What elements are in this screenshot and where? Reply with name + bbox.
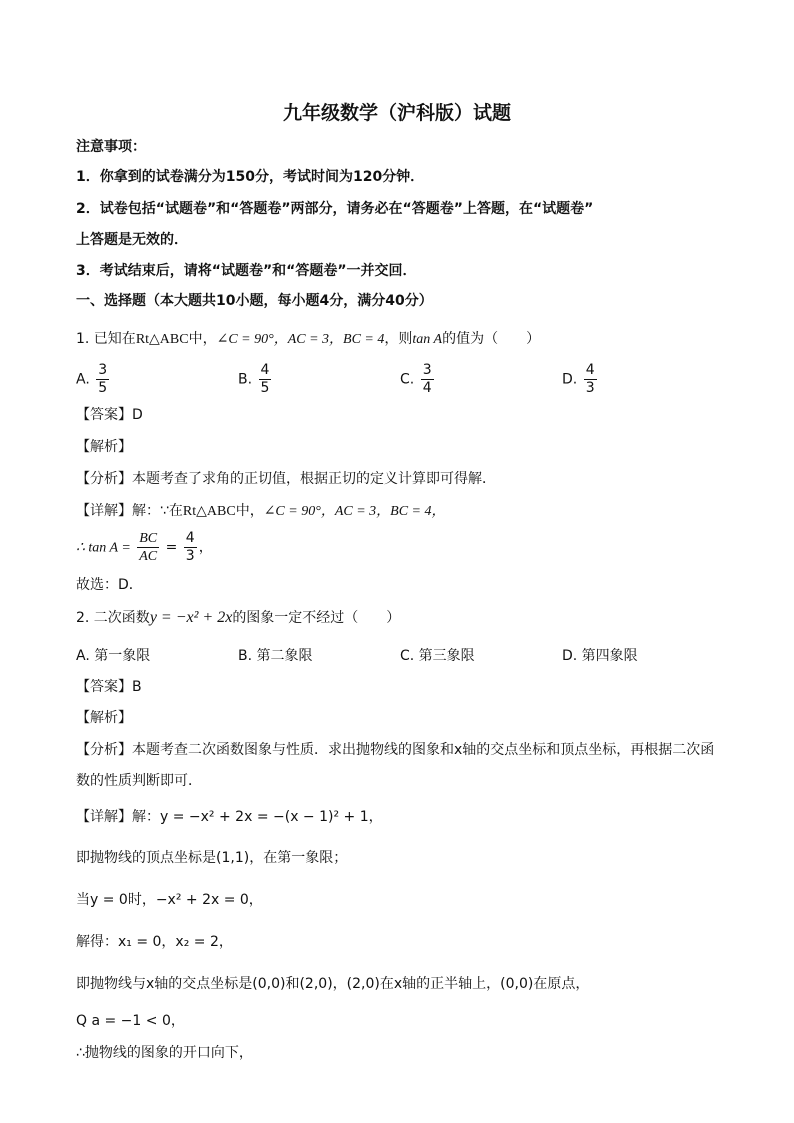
notice-item-2a: 2．试卷包括“试题卷”和“答题卷”两部分，请务必在“答题卷”上答题，在“试题卷”	[76, 201, 594, 217]
fraction	[96, 362, 109, 397]
numerator: 3	[422, 362, 432, 378]
fraction	[421, 362, 434, 397]
denominator: AC	[139, 549, 158, 564]
question-2	[76, 609, 400, 627]
denominator: 4	[422, 380, 432, 396]
q1-option-d	[562, 362, 599, 397]
q2-option-c: C. 第三象限	[400, 648, 475, 664]
question-1	[76, 330, 540, 349]
page-title: 九年级数学（沪科版）试题	[282, 102, 511, 124]
fraction	[184, 530, 197, 565]
q2-step-3: 解得：x₁ = 0，x₂ = 2，	[76, 934, 233, 950]
equals: =	[165, 539, 178, 556]
q1-calculation	[76, 530, 213, 566]
denominator: 5	[260, 380, 270, 396]
calc-prefix: ∴ tan A =	[76, 540, 131, 556]
q2-step-1: 即抛物线的顶点坐标是(1,1)，在第一象限；	[76, 850, 348, 866]
fraction	[137, 530, 159, 565]
q1-tan: tan A	[412, 332, 443, 347]
option-label: C.	[400, 371, 415, 388]
numerator: 3	[98, 362, 108, 378]
q2-option-d: D. 第四象限	[562, 648, 638, 664]
numerator: 4	[185, 530, 195, 546]
q2-step-2: 当y = 0时，−x² + 2x = 0，	[76, 892, 263, 908]
xiangjie-c: 中，	[235, 503, 264, 519]
q2-step-4: 即抛物线与x轴的交点坐标是(0,0)和(2,0)，(2,0)在x轴的正半轴上，(0,0)在原点，	[76, 976, 590, 992]
calc-end: ，	[198, 539, 213, 556]
q2-fenxi-2: 数的性质判断即可．	[76, 773, 202, 789]
notice-item-3: 3．考试结束后，请将“试题卷”和“答题卷”一并交回．	[76, 263, 417, 279]
q2-option-a: A. 第一象限	[76, 648, 151, 664]
xiangjie-b: Rt△ABC	[182, 504, 236, 519]
fraction	[584, 362, 597, 397]
q2-prefix: 2. 二次函数	[76, 610, 150, 626]
q1-conditions: ∠C = 90°，AC = 3，BC = 4	[216, 332, 385, 347]
xiangjie-d: ∠C = 90°，AC = 3，BC = 4，	[263, 504, 446, 519]
denominator: 3	[585, 380, 595, 396]
fraction	[259, 362, 272, 397]
numerator: 4	[585, 362, 595, 378]
option-label: D.	[562, 371, 578, 388]
q1-analysis-tag: 【解析】	[76, 439, 132, 455]
q2-fenxi-1: 【分析】本题考查二次函数图象与性质．求出抛物线的图象和x轴的交点坐标和顶点坐标，再根据二次函	[76, 742, 715, 758]
q1-mid: 中，	[188, 331, 217, 347]
q2-step-6: ∴抛物线的图象的开口向下，	[76, 1045, 253, 1061]
q1-option-c	[400, 362, 436, 397]
q2-step-5: Q a = −1 < 0，	[76, 1013, 185, 1029]
denominator: 3	[185, 548, 195, 564]
notice-heading: 注意事项：	[76, 139, 146, 155]
q2-end: 的图象一定不经过（ ）	[232, 610, 401, 626]
xiangjie-a: 【详解】解：∵在	[76, 503, 183, 519]
numerator: BC	[139, 531, 158, 546]
q1-answer: 【答案】D	[76, 407, 143, 423]
q2-option-b: B. 第二象限	[238, 648, 313, 664]
q1-choose: 故选：D．	[76, 577, 143, 593]
q1-end1: ，则	[384, 331, 413, 347]
numerator: 4	[260, 362, 270, 378]
q2-answer: 【答案】B	[76, 679, 142, 695]
option-label: A.	[76, 371, 90, 388]
option-label: B.	[238, 371, 253, 388]
q2-analysis-tag: 【解析】	[76, 710, 132, 726]
denominator: 5	[98, 380, 108, 396]
q1-option-a	[76, 362, 111, 397]
section-heading: 一、选择题（本大题共10小题，每小题4分，满分40分）	[76, 293, 433, 309]
q1-fenxi: 【分析】本题考查了求角的正切值，根据正切的定义计算即可得解．	[76, 471, 496, 487]
q1-prefix: 1. 已知在	[76, 331, 136, 347]
q1-option-b	[238, 362, 273, 397]
notice-item-1: 1．你拿到的试卷满分为150分，考试时间为120分钟．	[76, 169, 425, 185]
q1-end2: 的值为（ ）	[442, 331, 541, 347]
notice-item-2b: 上答题是无效的．	[76, 232, 188, 248]
q2-function: y = −x² + 2x	[149, 609, 233, 626]
q1-triangle: Rt△ABC	[135, 332, 189, 347]
q1-xiangjie	[76, 502, 446, 521]
q2-xiangjie: 【详解】解：y = −x² + 2x = −(x − 1)² + 1，	[76, 809, 383, 825]
